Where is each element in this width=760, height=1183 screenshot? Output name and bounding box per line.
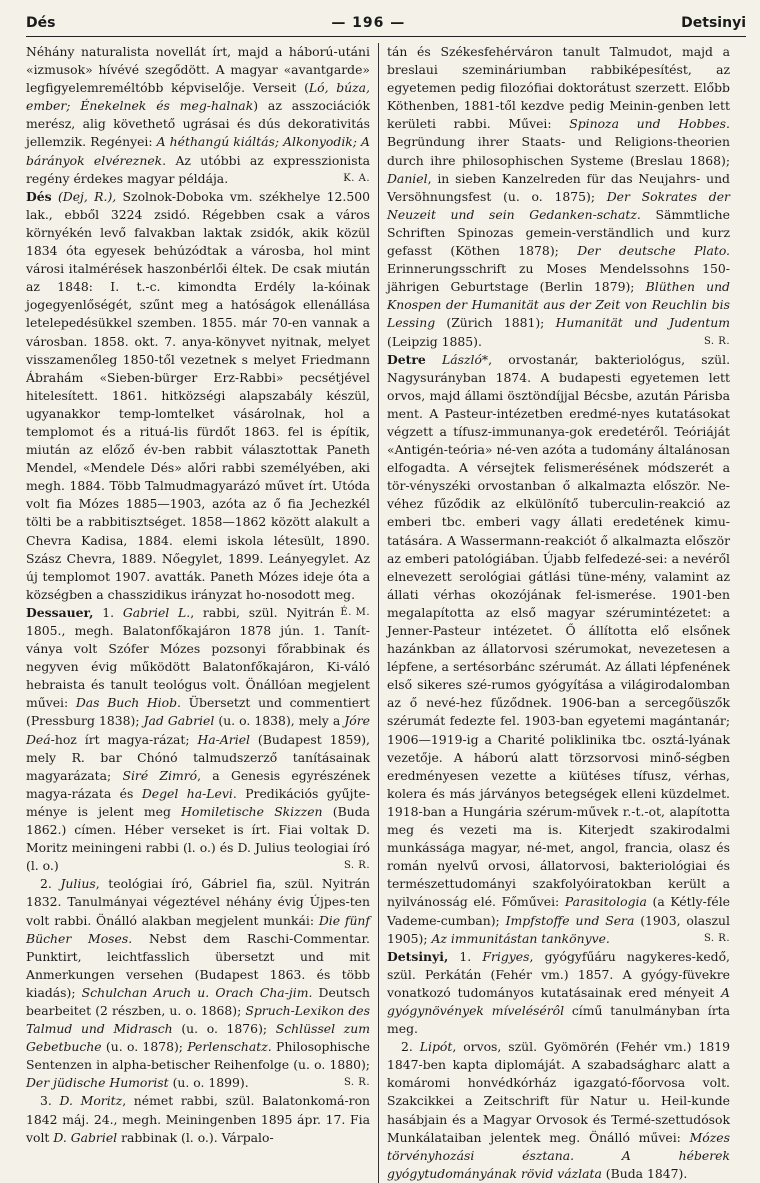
text: 2. [40, 876, 61, 892]
italic-text: Perlenschatz. [187, 1039, 272, 1055]
text: Szolnok-Doboka vm. székhelye 12.500 lak., ebből 3224 zsidó. Régebben csak a város környékén levő falvakban laktak zsidók, akik közül 1834 óta egyesek behúzódtak a városba, hol mint városi italmérések haszonbérlői éltek. De csak miután az 1848: I. t.-c. kimondta Erdély la-kóinak jogegyenlőségét, szűnt meg a hatóságok ellenállása letelepedésükkel szemben. 1855. már 70-en vannak a városban. 1858. okt. 7. anya-könyvet nyitnak, melyet visszamenőleg 1850-től vezetnek s melyet Friedmann Ábrahám «Sieben-bürger Erz-Rabbi» pecsétjével hitelesített. 1861. hitközségi alapszabály készül, ugyanakkor temp-lomtelket vásárolnak, hol a templomot és a rituá-lis fürdőt 1863. fel is építik, miután az előző év-ben rabbit választottak Paneth Mendel, «Mendele Dés» alőri rabbi személyében, aki megh. 1884. Több Talmudmagyarázó művet írt. Utóda volt fia Mózes 1885—1903, azóta az ő fia Jechezkél tölti be a rabbitisztséget. 1858—1862 között alakult a Chevra Kadisa, 1884. elemi iskola létesült, 1890. Szász Chevra, 1889. Nőegylet, 1899. Leányegylet. Az új templomot 1907. avatták. Paneth Mózes ideje óta a községben a chasszidikus irányzat ho-nosodott meg. [26, 188, 370, 602]
two-column-body [26, 43, 746, 1183]
text: (Leipzig 1885). [387, 333, 482, 349]
right-column [378, 43, 730, 1183]
text: (u. o. 1878); [101, 1039, 188, 1055]
text: , rabbi, szül. Nyitrán 1805., megh. Balatonfőkajáron 1878 jún. 1. Tanít-ványa volt Szófer Mózes pozsonyi főrabbinak és negyven évig működött Balatonfőkajáron, Ki-váló hebraista és tanult teológus volt. Önállóan megjelent művei: [26, 604, 370, 711]
italic-text: Blüthen und Knospen der Humanität aus der Zeit von Reuchlin bis Lessing [387, 279, 730, 331]
text: rabbinak (l. o.). Várpalo- [117, 1129, 274, 1145]
author-signature: S. R. [703, 932, 730, 944]
entry-dessauer-julius [26, 875, 370, 1092]
italic-text: Siré Zimró [122, 767, 198, 783]
text: (1903, olaszul 1905); [387, 912, 730, 946]
italic-text: Parasitologia [564, 894, 647, 910]
entry-moritz-continued [387, 43, 730, 351]
text: című tanulmányban írta meg. [387, 1002, 731, 1037]
header-rule [26, 36, 746, 37]
text: tán és Székesfehérváron tanult Talmudot, majd a breslaui szemináriumban rabbiképesítést, az egyetemen pedig filozófiai doktorátust szerzett. Előbb Köthenben, 1881-től kezdve pedig Meinin-genben lett kerületi rabbi. Művei: [387, 44, 730, 132]
italic-text: Degel ha-Levi [141, 785, 233, 801]
italic-text: Jóre Deá [26, 713, 370, 747]
italic-text: A héthangú kiáltás; Alkonyodik; A bárányok elvéreznek [26, 134, 370, 168]
text: 3. [40, 1093, 60, 1109]
italic-text: Impfstoffe und Sera [505, 912, 635, 928]
italic-text: Homiletische Skizzen [181, 803, 323, 819]
author-signature: S. R. [343, 860, 370, 872]
italic-text: Jad Gabriel [143, 713, 215, 729]
text: Philosophische Sentenzen in alpha-betischer Reihenfolge (u. o. 1880); [26, 1039, 370, 1073]
text: (u. o. 1876); [172, 1021, 276, 1037]
italic-text: Gabriel L. [122, 604, 191, 620]
text: , német rabbi, szül. Balatonkomá-ron 1842 máj. 24., megh. Meiningenben 1895 ápr. 17. Fia volt [26, 1093, 371, 1145]
text: . Az utóbbi az expresszionista regény érdekes magyar példája. [26, 152, 370, 186]
italic-text: Ló, búza, ember; Énekelnek és meg-halnak [26, 80, 370, 114]
left-column [26, 43, 378, 1183]
italic-text: Az immunitástan tankönyve. [431, 930, 610, 946]
italic-text: Mózes törvényhozási észtana. A héberek gyógytudományának rövid vázlata [387, 1129, 730, 1181]
text: 1. [93, 604, 123, 620]
text: (Budapest 1859), mely R. bar Chónó talmudszerző tanításainak magyarázata; [26, 731, 370, 783]
italic-text: Schulchan Aruch u. Orach Cha-jim. [81, 984, 313, 1000]
text: Nebst dem Raschi-Commentar. Punktirt, leichtfasslich übersetzt und mit Anmerkungen versehen (Budapest 1863. és több kiadás); [26, 930, 370, 1000]
italic-text: Der Sokrates der Neuzeit und sein Gedanken-schatz. [387, 188, 730, 222]
author-signature: S. R. [703, 335, 730, 347]
text: 1. [448, 948, 483, 964]
text: (u. o. 1899). [168, 1075, 249, 1091]
italic-text: Daniel [387, 170, 428, 186]
running-head-left: Dés [26, 15, 56, 31]
italic-text: Der jüdische Humorist [26, 1075, 169, 1091]
italic-text: Das Buch Hiob. [75, 695, 181, 711]
italic-text: Spinoza und Hobbes. [569, 116, 730, 132]
italic-text: Humanität und Judentum [555, 315, 730, 331]
author-signature: É. M. [340, 606, 370, 618]
author-signature: K. A. [343, 172, 370, 184]
entry-headword: Dés [26, 188, 52, 204]
text: , a Genesis egyrészének magya-rázata és [26, 767, 370, 801]
entry-headword: Detsinyi, [387, 948, 449, 964]
text: (Buda 1847). [601, 1165, 688, 1181]
italic-text: László* [425, 351, 489, 367]
italic-text: Lipót [419, 1039, 453, 1055]
text: Begründung ihrer Staats- und Religions-theorien durch ihre philosophischen Systeme (Breslau 1868); [387, 134, 730, 168]
author-signature: S. R. [343, 1077, 370, 1089]
entry-headword: Dessauer, [26, 604, 94, 620]
text: . Predikációs gyűjte-ménye is jelent meg [26, 785, 370, 819]
entry-headword: Detre [387, 351, 426, 367]
italic-text: D. Moritz [59, 1093, 123, 1109]
text: (a Kétly-féle Vademe-cumban); [387, 894, 731, 928]
italic-text: D. Gabriel [53, 1129, 118, 1145]
italic-text: A gyógynövények mívelésérôl [387, 984, 730, 1018]
italic-text: Schlüssel zum Gebetbuche [26, 1021, 370, 1055]
italic-text: Julius [60, 876, 96, 892]
text: , teológiai író, Gábriel fia, szül. Nyitrán 1832. Tanulmányai végeztével néhány évig Újpes-ten volt rabbi. Önálló alakban megjelent munkái: [26, 876, 371, 928]
italic-text: Der deutsche Plato. [577, 243, 730, 259]
text: (Zürich 1881); [435, 315, 556, 331]
text: ) az asszociációk merész, alig követhető ugrásai és dús dekorativitás jellemzik. Regényei: [26, 98, 370, 150]
italic-text: Ha-Ariel [197, 731, 250, 747]
text: Sämmtliche Schriften Spinozas gemein-verständlich und kurz gefasst (Köthen 1878); [387, 206, 730, 259]
entry-dessauer-moritz [26, 1092, 370, 1146]
text: Néhány naturalista novellát írt, majd a háború-utáni «izmusok» hívévé szegődött. A magyar «avantgarde» legfigyelemreméltóbb képviselője. Verseit ( [26, 44, 370, 96]
entry-continuation [26, 43, 370, 188]
text: , in sieben Kanzelreden für das Neujahrs- und Versöhnungsfest (u. o. 1875); [387, 170, 730, 204]
text: , gyógyfűáru nagykeres-kedő, szül. Perkátán (Fehér vm.) 1857. A gyógy-füvekre vonatkozó tudományos kutatásainak ered ményeit [387, 948, 730, 1000]
running-head-right: Detsinyi [681, 15, 746, 31]
page-number: — 196 — [331, 15, 406, 31]
text: 2. [401, 1039, 420, 1055]
italic-text: Die fünf Bücher Moses. [26, 912, 370, 946]
italic-text: Spruch-Lexikon des Talmud und Midrasch [26, 1002, 370, 1037]
text: Erinnerungsschrift zu Moses Mendelssohns 150-jährigen Geburtstage (Berlin 1879); [387, 261, 730, 295]
running-head [26, 12, 746, 34]
text: Deutsch bearbeitet (2 részben, u. o. 1868); [26, 984, 371, 1018]
italic-text: Frigyes [482, 948, 530, 964]
entry-detsinyi [387, 948, 730, 1038]
text: (u. o. 1838), mely a [214, 713, 345, 729]
text: (Buda 1862.) címen. Héber verseket is írt. Fiai voltak D. Moritz meiningeni rabbi (l. o.) és D. Julius teologiai író (l. o.) [26, 803, 371, 874]
entry-detre [387, 351, 730, 948]
entry-dessauer [26, 604, 370, 875]
text: , orvos, szül. Gyömörén (Fehér vm.) 1819 1847-ben kapta diplomáját. A szabadságharc alatt a komáromi honvédkórház igazgató-főorvosa volt. Szakcikkei a Zeitschrift für Natur u. Heil-kunde hasábjain és a Magyar Orvosok és Termé-szettudósok Munkálataiban jelentek meg. Önálló művei: [387, 1039, 730, 1145]
text: Übersetzt und commentiert (Pressburg 1838); [26, 695, 370, 729]
text: -hoz írt magya-rázat; [50, 731, 198, 747]
italic-text: (Dej, R.), [51, 188, 117, 204]
entry-detsinyi-lipot [387, 1038, 730, 1183]
text: , orvostanár, bakteriológus, szül. Nagysurányban 1874. A budapesti egyetemen lett orvos, majd állami ösztöndíjjal Bécsbe, azután Párisba ment. A Pasteur-intézetben eredmé-nyes kutatásokat végzett a tífusz-immunanya-gok eredetéről. Teóriáját «Antigén-teória» né-ven azóta a tudomány általánosan elfogadta. A vérsejtek felismerésének módszerét a tör-vényszéki orvostanban ő alkalmazta először. Ne-véhez fűződik az elkülönítő tuberculin-reakció az emberi tbc. emberi vagy állati eredetének kimu-tatására. A Wassermann-reakciót ő alkalmazta először az emberi patológiában. Újabb felfedezé-sei: a nevéről elnevezett serológiai gátlási tüne-mény, valamint az állati vérhas okozójának fel-ismerése. 1901-ben megalapította az első magyar szérumintézetet: a Jenner-Pasteur intézetet. Ő állította elő elsőnek hazánkban az állatorvosi szérumokat, nevezetesen a lépfene, a sertésorbánc szérumát. Az állati lépfenének első sikeres szé-rumos gyógyítása a világirodalomban az ő nevé-hez fűződnek. 1906-ban a sercegőüszők szérumát fedezte fel. 1903-ban egyetemi magántanár; 1906—1919-ig a Charité poliklinika tbc. osztá-lyának vezetője. A háború alatt törzsorvosi minő-ségben eredményesen vezette a kiütéses tífusz, vérhas, kolera és más járványos betegségek elleni küzdelmet. 1918-ban a Hungária szérum-művek r.-t.-ot, alapította meg és vezeti ma is. Kiterjedt szakirodalmi munkássága magyar, né-met, angol, francia, olasz és román nyelvű orvosi, állatorvosi, bakteriológiai és természettudományi szakfolyóiratokban került a nyilvánosság elé. Főművei: [387, 351, 731, 910]
